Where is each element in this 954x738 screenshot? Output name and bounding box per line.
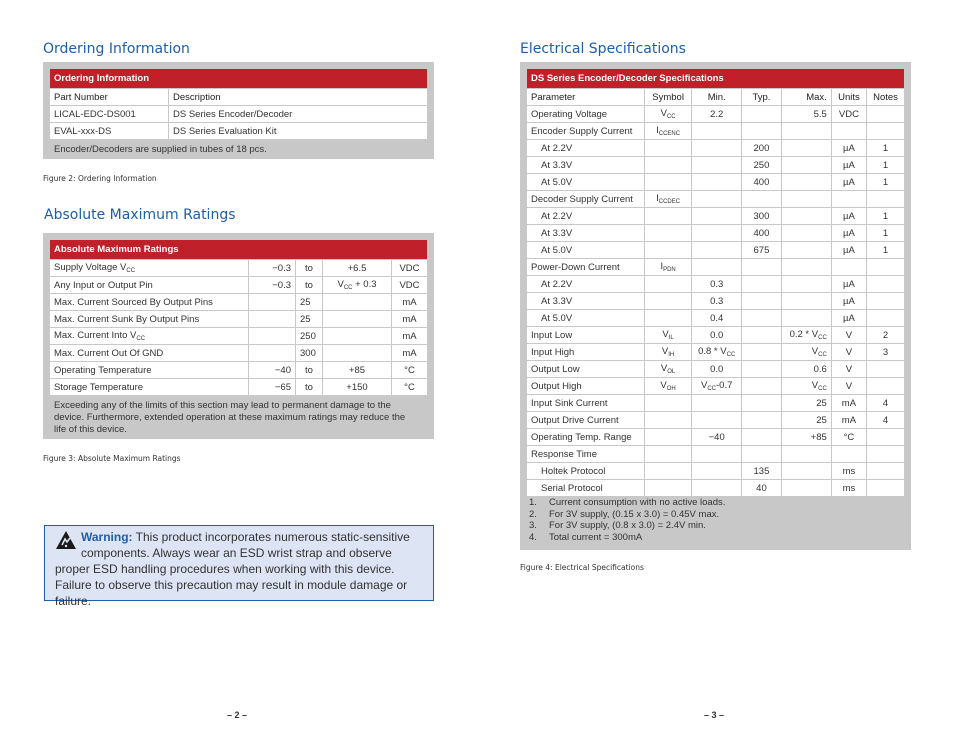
elec-notes (527, 497, 904, 543)
notes (867, 106, 904, 122)
parameter: Response Time (527, 446, 645, 462)
min: −40 (692, 429, 742, 445)
notes (867, 378, 904, 394)
max (323, 294, 392, 310)
param: Max. Current Into $V_{CC}$ (50, 328, 249, 344)
table-row (527, 191, 904, 207)
symbol (645, 480, 692, 496)
absmax-table-caption: Absolute Maximum Ratings (50, 240, 427, 259)
parameter: At 5.0V (527, 310, 645, 326)
notes: 3 (867, 344, 904, 360)
column-header: Min. (692, 89, 742, 105)
min (249, 311, 296, 327)
warning-text: This product incorporates numerous static-sensitive components. Always wear an ESD wrist strap and observe proper ESD handling procedures when working with this device. Failure to observe this precaution may result in module damage or failure. (55, 530, 410, 608)
notes (867, 361, 904, 377)
typ (742, 259, 781, 275)
symbol (645, 310, 692, 326)
value: 300 (296, 345, 323, 361)
symbol (645, 395, 692, 411)
units: VDC (832, 106, 867, 122)
table-row (527, 106, 904, 122)
typ: 400 (742, 225, 781, 241)
typ: 200 (742, 140, 781, 156)
units: mA (832, 412, 867, 428)
min (692, 463, 742, 479)
table-row: Supply Voltage $V_{CC}$ −0.3 to +6.5 VDC (50, 260, 427, 276)
ordering-note: Encoder/Decoders are supplied in tubes of 18 pcs. (54, 144, 267, 155)
symbol: $I_{CCDEC}$ (645, 191, 692, 207)
table-row (527, 327, 904, 343)
min: −40 (249, 362, 296, 378)
parameter: Input Sink Current (527, 395, 645, 411)
max: 0.6 (782, 361, 832, 377)
units: µA (832, 140, 867, 156)
min: −0.3 (249, 277, 296, 293)
notes: 1 (867, 174, 904, 190)
symbol (645, 174, 692, 190)
typ: 675 (742, 242, 781, 258)
notes: 1 (867, 242, 904, 258)
min (692, 140, 742, 156)
max (782, 293, 832, 309)
ordering-heading: Ordering Information (43, 41, 190, 57)
min (249, 328, 296, 344)
min (692, 123, 742, 139)
units: µA (832, 276, 867, 292)
param: Any Input or Output Pin (50, 277, 249, 293)
typ (742, 106, 781, 122)
elec-table-caption: DS Series Encoder/Decoder Specifications (527, 69, 904, 88)
min: $V_{CC}-0.7$ (692, 378, 742, 394)
units (832, 446, 867, 462)
max: 25 (782, 395, 832, 411)
ordering-table-caption: Ordering Information (50, 69, 427, 88)
symbol: $V_{CC}$ (645, 106, 692, 122)
parameter: Decoder Supply Current (527, 191, 645, 207)
figure-3-caption: Figure 3: Absolute Maximum Ratings (43, 454, 181, 463)
unit: VDC (392, 260, 427, 276)
max (782, 463, 832, 479)
to: to (296, 260, 323, 276)
max (782, 276, 832, 292)
typ: 135 (742, 463, 781, 479)
param: Storage Temperature (50, 379, 249, 395)
warning-label: Warning: (81, 530, 133, 544)
unit: °C (392, 379, 427, 395)
min (249, 345, 296, 361)
min: −0.3 (249, 260, 296, 276)
min: 0.3 (692, 276, 742, 292)
column-header: Max. (782, 89, 832, 105)
max (782, 310, 832, 326)
table-row (50, 379, 427, 395)
notes: 1 (867, 225, 904, 241)
typ (742, 344, 781, 360)
table-row (527, 123, 904, 139)
symbol (645, 208, 692, 224)
table-row (527, 157, 904, 173)
symbol (645, 140, 692, 156)
ordering-table-panel (43, 62, 434, 159)
min: 2.2 (692, 106, 742, 122)
notes (867, 293, 904, 309)
table-row (527, 395, 904, 411)
typ: 300 (742, 208, 781, 224)
esd-warning-icon (55, 530, 77, 554)
max (782, 446, 832, 462)
symbol: $V_{IL}$ (645, 327, 692, 343)
parameter: Output Drive Current (527, 412, 645, 428)
max (323, 311, 392, 327)
table-row (527, 140, 904, 156)
max: 25 (782, 412, 832, 428)
footnote: 1. Current consumption with no active loads. (529, 497, 726, 508)
typ (742, 293, 781, 309)
typ: 400 (742, 174, 781, 190)
parameter: Input High (527, 344, 645, 360)
table-header-row (527, 89, 904, 105)
unit: mA (392, 311, 427, 327)
typ (742, 327, 781, 343)
parameter: At 3.3V (527, 225, 645, 241)
min (249, 294, 296, 310)
symbol (645, 463, 692, 479)
max: $V_{CC}$ (782, 344, 832, 360)
table-row (527, 225, 904, 241)
min: 0.0 (692, 327, 742, 343)
table-row (527, 344, 904, 360)
parameter: At 2.2V (527, 208, 645, 224)
value: 25 (296, 294, 323, 310)
table-row (527, 259, 904, 275)
typ: 40 (742, 480, 781, 496)
units: µA (832, 174, 867, 190)
typ (742, 412, 781, 428)
max (782, 174, 832, 190)
max (323, 345, 392, 361)
min: 0.4 (692, 310, 742, 326)
symbol (645, 429, 692, 445)
max: 5.5 (782, 106, 832, 122)
units: V (832, 344, 867, 360)
footnote: 2. For 3V supply, (0.15 x 3.0) = 0.45V max. (529, 508, 720, 520)
units: mA (832, 395, 867, 411)
max (782, 259, 832, 275)
units: ms (832, 463, 867, 479)
table-row (527, 242, 904, 258)
part-number: LICAL-EDC-DS001 (50, 106, 169, 122)
typ (742, 276, 781, 292)
typ (742, 191, 781, 207)
ordering-table (50, 68, 427, 140)
table-row (527, 361, 904, 377)
table-row (50, 294, 427, 310)
unit: mA (392, 328, 427, 344)
typ (742, 446, 781, 462)
symbol (645, 446, 692, 462)
units: µA (832, 157, 867, 173)
parameter: At 5.0V (527, 174, 645, 190)
description: DS Series Evaluation Kit (169, 123, 427, 139)
value: 250 (296, 328, 323, 344)
table-row (527, 463, 904, 479)
notes (867, 191, 904, 207)
page-number-left: – 2 – (227, 710, 248, 720)
figure-4-caption: Figure 4: Electrical Specifications (520, 563, 644, 572)
units: ms (832, 480, 867, 496)
symbol (645, 293, 692, 309)
notes (867, 480, 904, 496)
typ (742, 361, 781, 377)
notes (867, 310, 904, 326)
table-row (527, 378, 904, 394)
min (692, 242, 742, 258)
param: Max. Current Sunk By Output Pins (50, 311, 249, 327)
parameter: Encoder Supply Current (527, 123, 645, 139)
footnote: 3. For 3V supply, (0.8 x 3.0) = 2.4V min. (529, 520, 706, 531)
table-row (527, 446, 904, 462)
max: +85 (323, 362, 392, 378)
units: µA (832, 225, 867, 241)
symbol: $I_{CCENC}$ (645, 123, 692, 139)
units: °C (832, 429, 867, 445)
parameter: At 3.3V (527, 293, 645, 309)
units: µA (832, 208, 867, 224)
to: to (296, 379, 323, 395)
parameter: At 3.3V (527, 157, 645, 173)
symbol: $V_{OL}$ (645, 361, 692, 377)
min (692, 395, 742, 411)
units (832, 191, 867, 207)
max: +150 (323, 379, 392, 395)
max (782, 123, 832, 139)
unit: VDC (392, 277, 427, 293)
max: $V_{CC}$ (782, 378, 832, 394)
typ (742, 429, 781, 445)
typ (742, 123, 781, 139)
max (782, 191, 832, 207)
parameter: At 2.2V (527, 140, 645, 156)
parameter: Operating Temp. Range (527, 429, 645, 445)
table-row (50, 328, 427, 344)
table-row (50, 106, 427, 122)
elec-table-panel (520, 62, 911, 550)
column-header: Typ. (742, 89, 781, 105)
max (782, 242, 832, 258)
max: +6.5 (323, 260, 392, 276)
typ (742, 378, 781, 394)
notes: 4 (867, 395, 904, 411)
units: µA (832, 293, 867, 309)
absmax-table-panel (43, 233, 434, 439)
unit: °C (392, 362, 427, 378)
min (692, 446, 742, 462)
param: Supply Voltage V (54, 262, 127, 273)
column-header: Parameter (527, 89, 645, 105)
table-row (527, 480, 904, 496)
units: V (832, 378, 867, 394)
parameter: Operating Voltage (527, 106, 645, 122)
max (782, 225, 832, 241)
description: DS Series Encoder/Decoder (169, 106, 427, 122)
absmax-note: Exceeding any of the limits of this section may lead to permanent damage to the device. Furthermore, extended operation at these maximum ratings may reduce the life of this device. (54, 400, 406, 435)
max (782, 140, 832, 156)
value: 25 (296, 311, 323, 327)
symbol (645, 225, 692, 241)
symbol: $I_{PDN}$ (645, 259, 692, 275)
notes (867, 123, 904, 139)
max (782, 480, 832, 496)
parameter: Power-Down Current (527, 259, 645, 275)
typ: 250 (742, 157, 781, 173)
column-header: Notes (867, 89, 904, 105)
max (323, 328, 392, 344)
notes (867, 429, 904, 445)
min (692, 208, 742, 224)
table-header-row (50, 89, 427, 105)
notes: 4 (867, 412, 904, 428)
figure-2-caption: Figure 2: Ordering Information (43, 174, 157, 183)
table-row (50, 277, 427, 293)
table-row (527, 429, 904, 445)
elec-table (527, 68, 904, 497)
notes (867, 276, 904, 292)
typ (742, 395, 781, 411)
param: Max. Current Sourced By Output Pins (50, 294, 249, 310)
column-header: Part Number (50, 89, 169, 105)
table-row (50, 362, 427, 378)
to: to (296, 362, 323, 378)
table-row (527, 208, 904, 224)
max: $0.2 * V_{CC}$ (782, 327, 832, 343)
unit: mA (392, 294, 427, 310)
units: V (832, 327, 867, 343)
symbol (645, 157, 692, 173)
elec-heading: Electrical Specifications (520, 41, 686, 57)
table-row (50, 311, 427, 327)
max: +85 (782, 429, 832, 445)
notes: 2 (867, 327, 904, 343)
typ (742, 310, 781, 326)
min (692, 225, 742, 241)
unit: mA (392, 345, 427, 361)
notes (867, 446, 904, 462)
table-row (527, 412, 904, 428)
parameter: At 2.2V (527, 276, 645, 292)
page-number-right: – 3 – (704, 710, 725, 720)
min (692, 412, 742, 428)
notes: 1 (867, 208, 904, 224)
footnote: 4. Total current = 300mA (529, 531, 643, 543)
units (832, 259, 867, 275)
min (692, 174, 742, 190)
min (692, 191, 742, 207)
units: µA (832, 310, 867, 326)
notes (867, 463, 904, 479)
units (832, 123, 867, 139)
table-row (50, 345, 427, 361)
min: 0.3 (692, 293, 742, 309)
max: $V_{CC} + 0.3$ (323, 277, 392, 293)
absmax-table (50, 239, 427, 396)
parameter: Output High (527, 378, 645, 394)
min (692, 480, 742, 496)
min (692, 157, 742, 173)
parameter: Output Low (527, 361, 645, 377)
symbol: $V_{OH}$ (645, 378, 692, 394)
symbol (645, 412, 692, 428)
symbol: $V_{IH}$ (645, 344, 692, 360)
parameter: Holtek Protocol (527, 463, 645, 479)
table-row (527, 293, 904, 309)
parameter: Input Low (527, 327, 645, 343)
column-header: Units (832, 89, 867, 105)
absmax-heading: Absolute Maximum Ratings (44, 207, 236, 223)
min (692, 259, 742, 275)
notes: 1 (867, 157, 904, 173)
symbol (645, 276, 692, 292)
notes: 1 (867, 140, 904, 156)
symbol (645, 242, 692, 258)
units: µA (832, 242, 867, 258)
parameter: At 5.0V (527, 242, 645, 258)
max (782, 208, 832, 224)
max (782, 157, 832, 173)
table-row (527, 310, 904, 326)
parameter: Serial Protocol (527, 480, 645, 496)
column-header: Symbol (645, 89, 692, 105)
table-row (527, 174, 904, 190)
table-row (527, 276, 904, 292)
column-header: Description (169, 89, 427, 105)
param: Max. Current Out Of GND (50, 345, 249, 361)
min: $0.8 * V_{CC}$ (692, 344, 742, 360)
to: to (296, 277, 323, 293)
min: 0.0 (692, 361, 742, 377)
param: Operating Temperature (50, 362, 249, 378)
min: −65 (249, 379, 296, 395)
notes (867, 259, 904, 275)
units: V (832, 361, 867, 377)
esd-warning-box (44, 525, 434, 608)
table-row (50, 123, 427, 139)
part-number: EVAL-xxx-DS (50, 123, 169, 139)
